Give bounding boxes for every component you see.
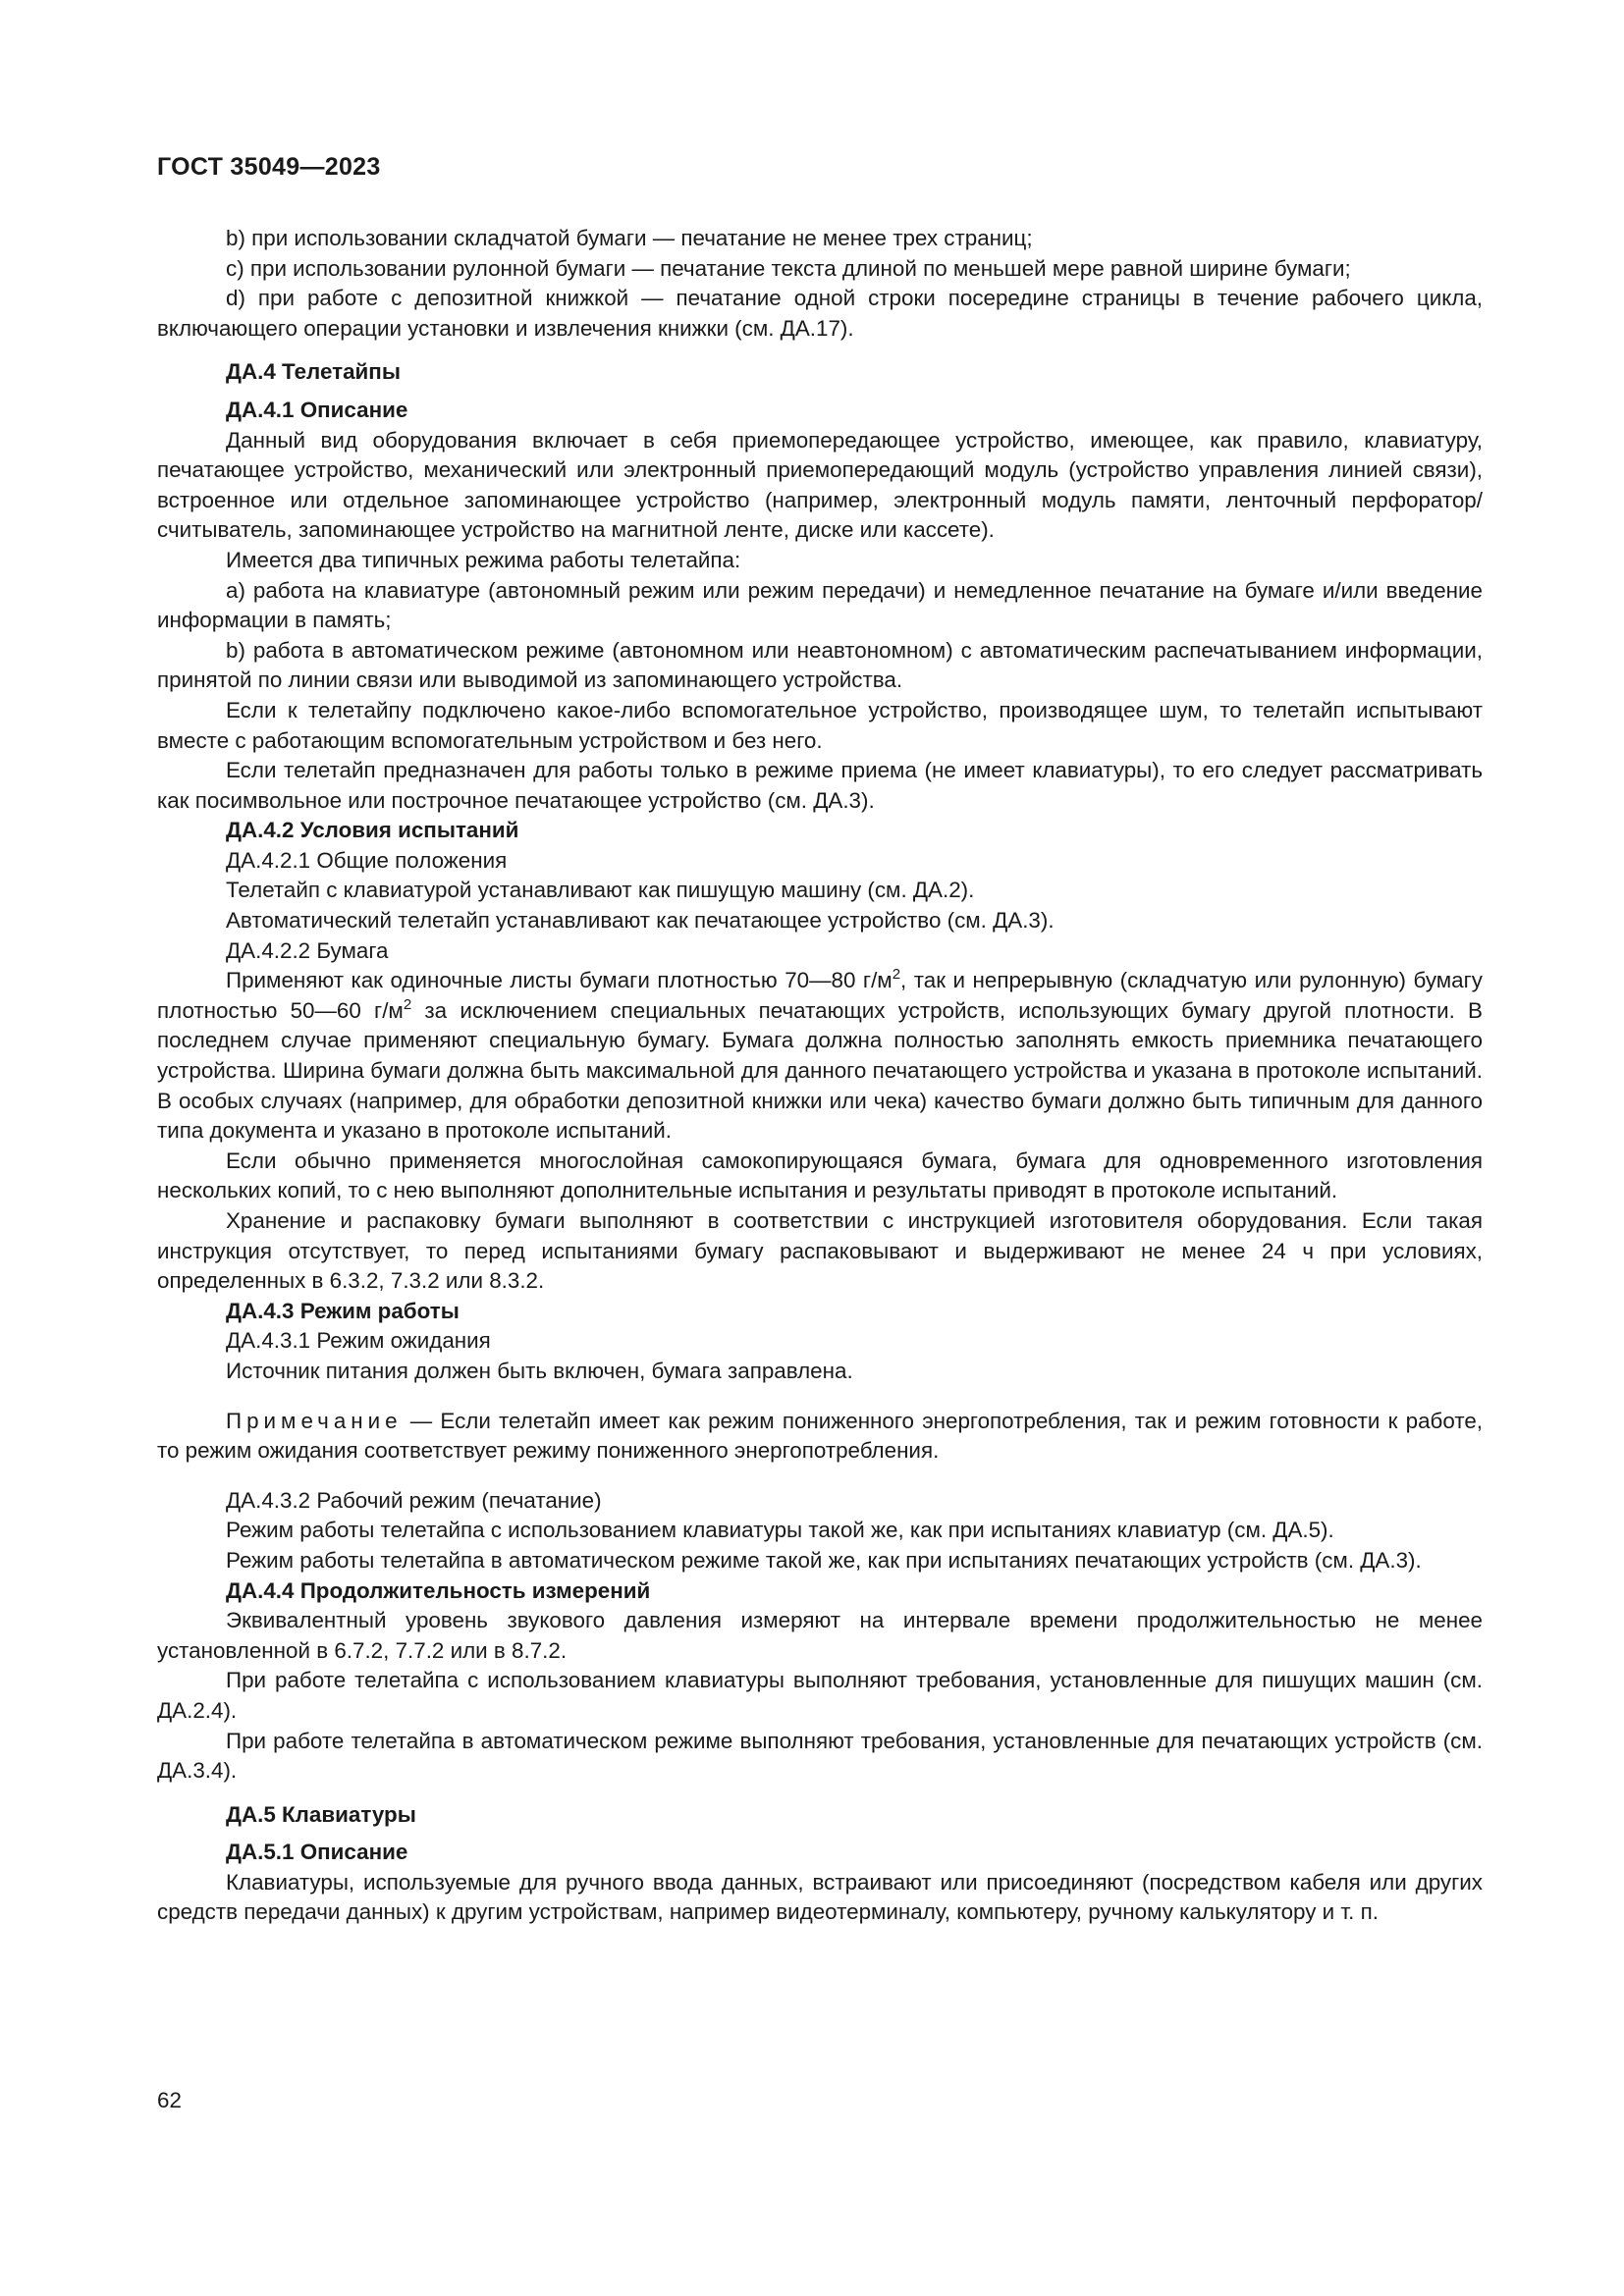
page-number: 62 [157, 2088, 182, 2112]
paragraph: Если телетайп предназначен для работы только в режиме приема (не имеет клавиатуры), то его следует рассматривать как посимвольное или построчное печатающее устройство (см. ДА.3). [157, 758, 1483, 813]
subsection-line: ДА.4.3.1 Режим ожидания [226, 1328, 491, 1354]
paragraph: a) работа на клавиатуре (автономный режим или режим передачи) и немедленное печатание на бумаге и/или введение информации в память; [157, 577, 1483, 633]
section-heading: ДА.4.2 Условия испытаний [226, 818, 519, 843]
paragraph: При работе телетайпа с использованием клавиатуры выполняют требования, установленные для пишущих машин (см. ДА.2.4). [157, 1668, 1483, 1723]
paragraph: Хранение и распаковку бумаги выполняют в соответствии с инструкцией изготовителя оборудования. Если такая инструкция отсутствует, то перед испытаниями бумагу распаковывают и выдерживают не менее 24 ч при условиях, определенных в 6.3.2, 7.3.2 или 8.3.2. [157, 1208, 1483, 1294]
superscript: 2 [403, 995, 412, 1013]
paragraph: Если к телетайпу подключено какое-либо вспомогательное устройство, производящее шум, то телетайп испытывают вместе с работающим вспомогательным устройством и без него. [157, 697, 1483, 753]
paragraph: Режим работы телетайпа с использованием клавиатуры такой же, как при испытаниях клавиатур (см. ДА.5). [226, 1518, 1334, 1543]
subsection-line: Источник питания должен быть включен, бумага заправлена. [226, 1358, 853, 1383]
section-heading: ДА.4.4 Продолжительность измерений [226, 1577, 651, 1603]
subsection-line: Автоматический телетайп устанавливают как печатающее устройство (см. ДА.3). [226, 908, 1055, 934]
note-label: Примечание [226, 1408, 403, 1433]
note-paragraph [157, 1407, 1483, 1467]
document-header: ГОСТ 35049—2023 [157, 153, 381, 181]
text-segment: , так и непрерывную (складчатую или рулонную) бумагу плотностью 50—60 г/м [157, 968, 1483, 1023]
text-segment: Применяют как одиночные листы бумаги плотностью 70—80 г/м [226, 968, 893, 993]
text-segment: за исключением специальных печатающих устройств, использующих бумагу другой плотности. В последнем случае применяют специальную бумагу. Бумага должна полностью заполнять емкость приемника печатающего устройства. Ширина бумаги должна быть максимальной для данного печатающего устройства и указана в протоколе испытаний. В особых случаях (например, для обработки депозитной книжки или чека) качество бумаги должно быть типичным для данного типа документа и указано в протоколе испытаний. [157, 997, 1483, 1144]
paragraph: При работе телетайпа в автоматическом режиме выполняют требования, установленные для печатающих устройств (см. ДА.3.4). [157, 1728, 1483, 1784]
paragraph: Клавиатуры, используемые для ручного ввода данных, встраивают или присоединяют (посредством кабеля или других средств передачи данных) к другим устройствам, например видеотерминалу, компьютеру, ручному калькулятору и т. п. [157, 1869, 1483, 1925]
paragraph: с) при использовании рулонной бумаги — печатание текста длиной по меньшей мере равной ширине бумаги; [226, 255, 1351, 281]
section-heading: ДА.4.1 Описание [226, 397, 408, 422]
paragraph: d) при работе с депозитной книжкой — печатание одной строки посередине страницы в течение рабочего цикла, включающего операции установки и извлечения книжки (см. ДА.17). [157, 286, 1483, 341]
paragraph: Режим работы телетайпа в автоматическом режиме такой же, как при испытаниях печатающих устройств (см. ДА.3). [226, 1547, 1422, 1573]
section-heading: ДА.5 Клавиатуры [226, 1801, 416, 1827]
section-heading: ДА.5.1 Описание [226, 1840, 408, 1865]
paragraph: Данный вид оборудования включает в себя приемопередающее устройство, имеющее, как правило, клавиатуру, печатающее устройство, механический или электронный приемопередающий модуль (устройство управления линией связи), встроенное или отдельное запоминающее устройство (например, электронный модуль памяти, ленточный перфоратор/считыватель, запоминающее устройство на магнитной ленте, диске или кассете). [157, 427, 1483, 543]
paragraph: Имеется два типичных режима работы телетайпа: [226, 547, 741, 572]
subsection-line: ДА.4.3.2 Рабочий режим (печатание) [226, 1487, 602, 1513]
paragraph: b) при использовании складчатой бумаги — печатание не менее трех страниц; [226, 226, 1033, 250]
subsection-line: ДА.4.2.1 Общие положения [226, 847, 508, 873]
subsection-line: Телетайп с клавиатурой устанавливают как пишущую машину (см. ДА.2). [226, 878, 975, 903]
subsection-line: ДА.4.2.2 Бумага [226, 937, 389, 963]
superscript: 2 [892, 966, 901, 984]
document-body [157, 224, 1483, 1928]
section-heading: ДА.4 Телетайпы [226, 359, 401, 385]
paper-paragraph [157, 966, 1483, 1147]
paragraph: b) работа в автоматическом режиме (автономном или неавтономном) с автоматическим распечатыванием информации, принятой по линии связи или выводимой из запоминающего устройства. [157, 637, 1483, 693]
paragraph: Эквивалентный уровень звукового давления измеряют на интервале времени продолжительностью не менее установленной в 6.7.2, 7.7.2 или в 8.7.2. [157, 1608, 1483, 1663]
section-heading: ДА.4.3 Режим работы [226, 1298, 460, 1323]
paragraph: Если обычно применяется многослойная самокопирующаяся бумага, бумага для одновременного изготовления нескольких копий, то с нею выполняют дополнительные испытания и результаты приводят в протоколе испытаний. [157, 1148, 1483, 1203]
note-text: — Если телетайп имеет как режим пониженного энергопотребления, так и режим готовности к работе, то режим ожидания соответствует режиму пониженного энергопотребления. [157, 1408, 1483, 1464]
